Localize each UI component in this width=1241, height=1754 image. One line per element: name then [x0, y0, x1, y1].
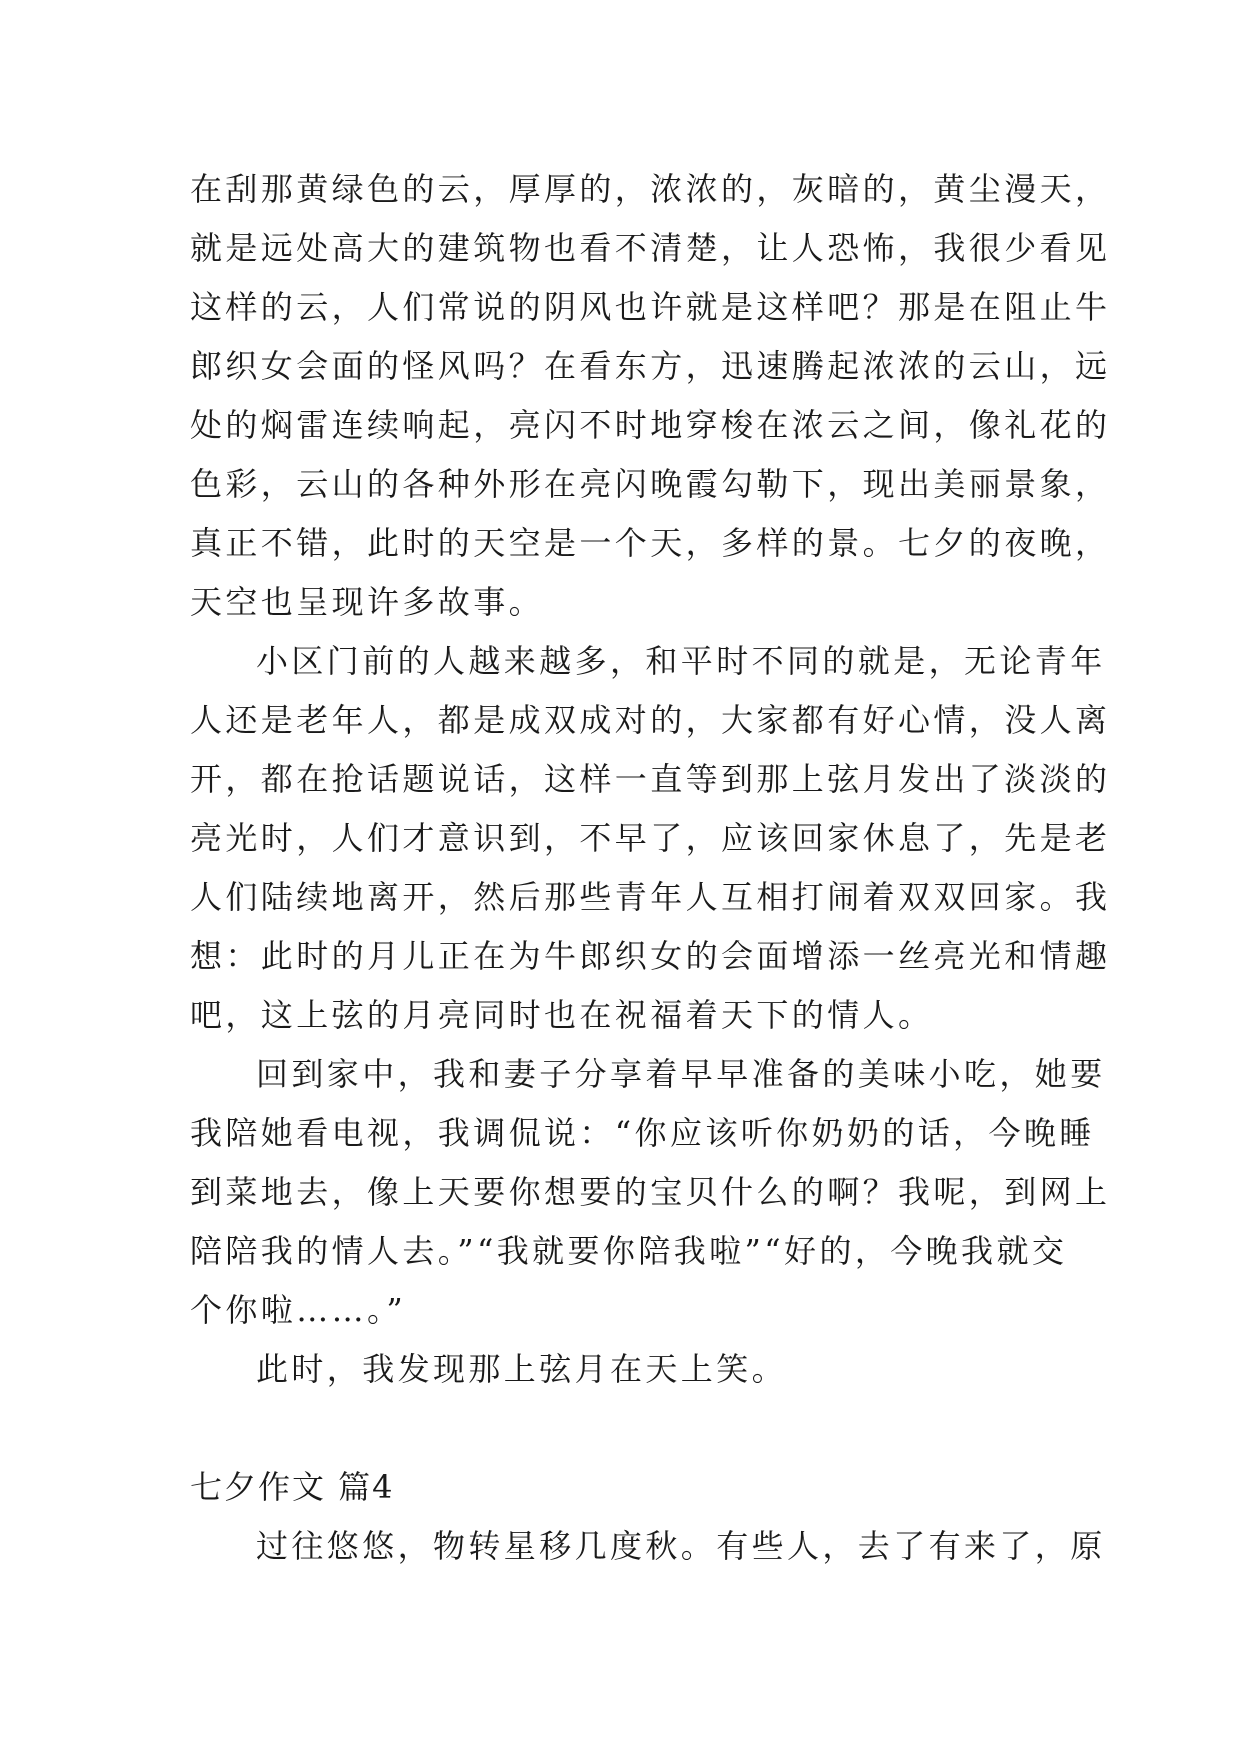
paragraph	[190, 1045, 1111, 1340]
text-line: 人们陆续地离开，然后那些青年人互相打闹着双双回家。我	[190, 878, 1111, 916]
text-line: 处的焖雷连续响起，亮闪不时地穿梭在浓云之间，像礼花的	[190, 406, 1111, 444]
text-line: 在刮那黄绿色的云，厚厚的，浓浓的，灰暗的，黄尘漫天，	[190, 170, 1111, 208]
text-line: 我陪她看电视，我调侃说：“你应该听你奶奶的话，今晚睡	[190, 1114, 1095, 1152]
section-heading: 七夕作文 篇4	[190, 1468, 395, 1506]
text-line: 想：此时的月儿正在为牛郎织女的会面增添一丝亮光和情趣	[190, 937, 1111, 975]
text-line: 陪陪我的情人去。”“我就要你陪我啦”“好的，今晚我就交	[190, 1232, 1068, 1270]
text-line: 这样的云，人们常说的阴风也许就是这样吧？那是在阻止牛	[190, 288, 1111, 326]
document-body	[190, 160, 1111, 1576]
text-line: 小区门前的人越来越多，和平时不同的就是，无论青年	[256, 642, 1106, 680]
text-line: 过往悠悠，物转星移几度秋。有些人，去了有来了，原	[256, 1527, 1106, 1565]
paragraph	[190, 632, 1111, 1045]
text-line: 就是远处高大的建筑物也看不清楚，让人恐怖，我很少看见	[190, 229, 1111, 267]
paragraph-spacer	[190, 1399, 1060, 1458]
text-line: 吧，这上弦的月亮同时也在祝福着天下的情人。	[190, 996, 934, 1034]
text-line: 郎织女会面的怪风吗？在看东方，迅速腾起浓浓的云山，远	[190, 347, 1111, 385]
text-line: 回到家中，我和妻子分享着早早准备的美味小吃，她要	[256, 1055, 1106, 1093]
paragraph	[190, 1340, 1060, 1399]
text-line: 色彩，云山的各种外形在亮闪晚霞勾勒下，现出美丽景象，	[190, 465, 1111, 503]
text-line: 人还是老年人，都是成双成对的，大家都有好心情，没人离	[190, 701, 1111, 739]
text-line: 亮光时，人们才意识到，不早了，应该回家休息了，先是老	[190, 819, 1111, 857]
text-line: 个你啦……。”	[190, 1291, 407, 1329]
text-line: 天空也呈现许多故事。	[190, 583, 545, 621]
paragraph	[190, 160, 1111, 632]
paragraph	[190, 1517, 1106, 1576]
text-line: 开，都在抢话题说话，这样一直等到那上弦月发出了淡淡的	[190, 760, 1111, 798]
text-line: 此时，我发现那上弦月在天上笑。	[256, 1350, 788, 1388]
text-line: 到菜地去，像上天要你想要的宝贝什么的啊？我呢，到网上	[190, 1173, 1111, 1211]
text-line: 真正不错，此时的天空是一个天，多样的景。七夕的夜晚，	[190, 524, 1111, 562]
